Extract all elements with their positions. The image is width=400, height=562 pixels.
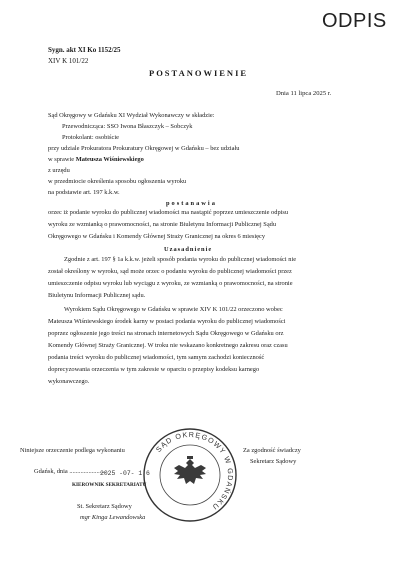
text-line: został określony w wyroku, sąd może orzec o podaniu wyroku do publicznej wiadomości przez bbox=[48, 268, 292, 275]
secretary-left-title: St. Sekretarz Sądowy bbox=[77, 503, 132, 510]
ex-officio-line: z urzędu bbox=[48, 167, 70, 174]
decision-text bbox=[48, 207, 348, 243]
legal-basis-line: na podstawie art. 197 k.k.w. bbox=[48, 189, 120, 196]
case-number: XIV K 101/22 bbox=[48, 57, 89, 65]
court-seal bbox=[140, 425, 240, 525]
reasoning-paragraph-2 bbox=[48, 304, 348, 388]
text-line: wykonawczego. bbox=[48, 378, 90, 385]
text-line: Okręgowego w Gdańsku i Komendy Głównej Straży Granicznej na okres 6 miesięcy bbox=[48, 233, 266, 240]
decision-heading: postanawia bbox=[166, 200, 217, 207]
document-title: POSTANOWIENIE bbox=[149, 68, 249, 78]
subject-line: w przedmiocie określenia sposobu ogłoszenia wyroku bbox=[48, 178, 187, 185]
case-line bbox=[48, 156, 144, 163]
secretary-right-title: Sekretarz Sądowy bbox=[250, 458, 297, 465]
conformity-stamp: Za zgodność świadczy bbox=[243, 447, 301, 454]
reasoning-heading: Uzasadnienie bbox=[164, 246, 213, 253]
text-line: poprzez ogłoszenie jego treści na stronach internetowych Sądu Okręgowego w Gdańsku orz bbox=[48, 330, 284, 337]
text-line: Komendy Głównej Straży Granicznej. W troku nie wskazano konkretnego zakresu oraz czasu bbox=[48, 342, 288, 349]
text-line: Zgodnie z art. 197 § 1a k.k.w. jeżeli sposób podania wyroku do publicznej wiadomości nie bbox=[64, 256, 297, 263]
date-stamp: 2025 -07- 1 6 bbox=[100, 470, 150, 477]
eagle-emblem-icon bbox=[174, 456, 206, 484]
odpis-stamp: ODPIS bbox=[322, 10, 387, 32]
text-line: doprecyzowania orzeczenia w tym zakresie w oparciu o przepisy kodeksu karnego bbox=[48, 366, 260, 373]
document-date: Dnia 11 lipca 2025 r. bbox=[276, 90, 332, 97]
text-line: podania treści wyroku do publicznej wiadomości, tym samym zachodzi konieczność bbox=[48, 354, 265, 361]
text-line: orzec iż podanie wyroku do publicznej wiadomości ma nastąpić poprzez umieszczenie odpisu bbox=[48, 209, 289, 216]
seal-text-path: SĄD OKRĘGOWY W GDAŃSKU bbox=[153, 429, 236, 513]
enforceable-stamp: Niniejsze orzeczenie podlega wykonaniu bbox=[20, 447, 125, 454]
text-line: Biuletynu Informacji Publicznej sądu. bbox=[48, 292, 146, 299]
prosecutor-line: przy udziale Prokuratora Prokuratury Okręgowej w Gdańsku – bez udziału bbox=[48, 145, 240, 152]
text-line: Wyrokiem Sądu Okręgowego w Gdańsku w sprawie XIV K 101/22 orzeczono wobec bbox=[64, 306, 283, 313]
case-prefix: w sprawie bbox=[48, 156, 76, 163]
case-person: Mateusza Wiśniewskiego bbox=[75, 156, 144, 163]
secretary-left-name: mgr Kinga Lewandowska bbox=[80, 514, 146, 521]
reasoning-paragraph-1 bbox=[48, 254, 348, 302]
clerk-line: Protokolant: osobiście bbox=[62, 134, 119, 141]
city-date-line: Gdańsk, dnia ....................... bbox=[34, 468, 107, 475]
text-line: umieszczenie odpisu wyroku lub wyciągu z wyroku, ze wzmianką o prawomocności, na stronie bbox=[48, 280, 293, 287]
case-signature: Sygn. akt XI Ko 1152/25 bbox=[48, 46, 121, 54]
text-line: Mateusza Wiśniewskiego środek karny w postaci podania wyroku do publicznej wiadomości bbox=[48, 318, 286, 325]
secretariat-head-label: KIEROWNIK SEKRETARIATU bbox=[72, 482, 147, 488]
court-line: Sąd Okręgowy w Gdańsku XI Wydział Wykonawczy w składzie: bbox=[48, 112, 215, 119]
presiding-judge: Przewodnicząca: SSO Iwona Błaszczyk – Sobczyk bbox=[62, 123, 193, 130]
text-line: wyroku ze wzmianką o prawomocności, na stronie Biuletynu Informacji Publicznej Sądu bbox=[48, 221, 277, 228]
